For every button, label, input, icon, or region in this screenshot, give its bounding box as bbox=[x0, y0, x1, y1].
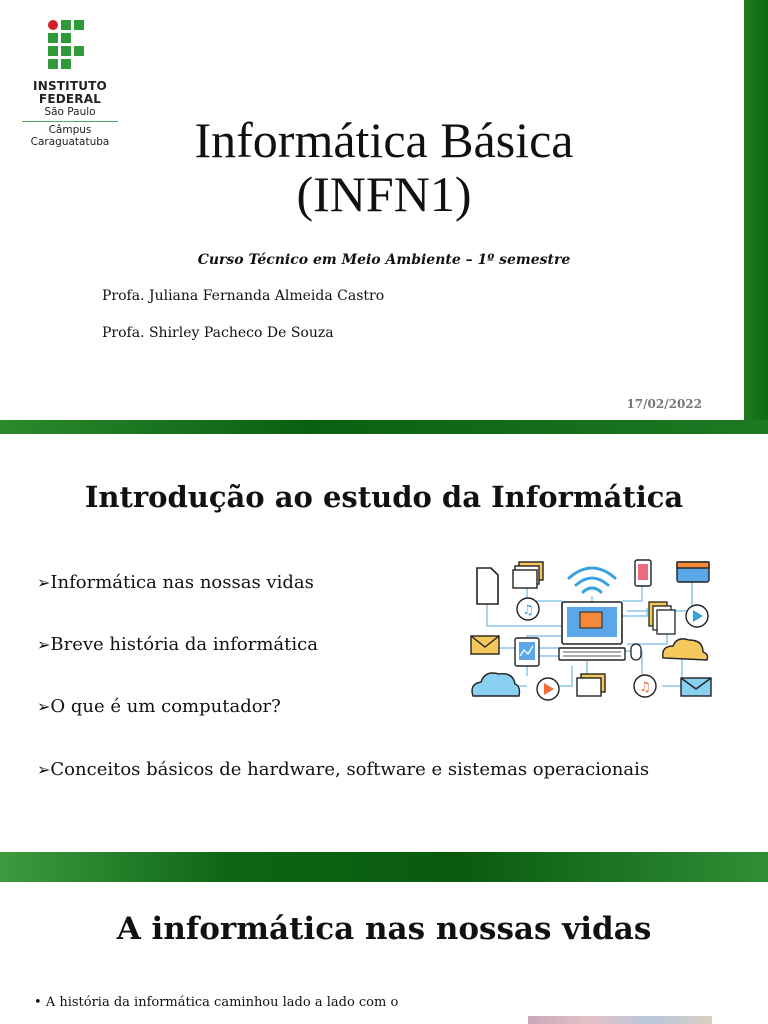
title-slide bbox=[0, 0, 768, 434]
course-subtitle: Curso Técnico em Meio Ambiente – 1º semestre bbox=[197, 252, 571, 268]
logo-institution-text: INSTITUTO bbox=[33, 79, 107, 93]
logo-campus-name: Caraguatatuba bbox=[30, 136, 110, 148]
professor-2: Profa. Shirley Pacheco De Souza bbox=[102, 325, 334, 341]
title-line-2: (INFN1) bbox=[296, 166, 472, 222]
list-item-text: Breve história da informática bbox=[50, 634, 318, 655]
cloud-icon bbox=[663, 639, 708, 660]
music-icon bbox=[517, 598, 539, 620]
computer-icon bbox=[559, 602, 625, 660]
folders-icon bbox=[513, 562, 543, 588]
mouse-icon bbox=[631, 644, 641, 660]
slide-title: Introdução ao estudo da Informática bbox=[84, 480, 684, 514]
music-icon bbox=[634, 675, 656, 697]
arrow-bullet-icon: ➢ bbox=[37, 697, 51, 716]
folder-icon bbox=[677, 562, 709, 582]
slide-title: A informática nas nossas vidas bbox=[116, 911, 652, 947]
list-item bbox=[37, 634, 318, 655]
files-icon bbox=[649, 602, 675, 634]
arrow-bullet-icon: ➢ bbox=[37, 573, 51, 592]
list-item bbox=[37, 696, 281, 717]
arrow-bullet-icon: ➢ bbox=[37, 760, 51, 779]
cloud-icon bbox=[472, 673, 520, 696]
bullet-text: A história da informática caminhou lado a lado com o bbox=[45, 995, 399, 1010]
wifi-icon bbox=[569, 568, 615, 592]
list-item-text: Informática nas nossas vidas bbox=[50, 572, 314, 593]
page-title bbox=[0, 113, 768, 221]
title-line-1: Informática Básica bbox=[194, 112, 574, 168]
list-item bbox=[37, 759, 649, 780]
mail-icon bbox=[681, 678, 711, 696]
list-item bbox=[37, 572, 314, 593]
play-icon bbox=[537, 678, 559, 700]
content-slide bbox=[0, 882, 768, 1024]
mail-icon bbox=[471, 636, 499, 654]
green-bottom-bar bbox=[0, 420, 768, 434]
technology-network-illustration bbox=[467, 556, 717, 716]
svg-text:♫: ♫ bbox=[639, 680, 651, 695]
professor-1: Profa. Juliana Fernanda Almeida Castro bbox=[102, 288, 385, 304]
bullet-paragraph: • A história da informática caminhou lado a lado com o bbox=[34, 995, 399, 1010]
list-item-text: Conceitos básicos de hardware, software e sistemas operacionais bbox=[50, 759, 650, 780]
svg-text:♫: ♫ bbox=[522, 603, 534, 618]
document-icon bbox=[477, 568, 498, 604]
tablet-icon bbox=[515, 638, 539, 666]
logo-federal-text: FEDERAL bbox=[38, 92, 102, 106]
folders-icon bbox=[577, 674, 605, 696]
photo-image bbox=[528, 1016, 712, 1024]
date-label: 17/02/2022 bbox=[626, 397, 702, 411]
logo-campus-label: Câmpus bbox=[48, 124, 92, 136]
play-icon bbox=[686, 605, 708, 627]
arrow-bullet-icon: ➢ bbox=[37, 635, 51, 654]
logo-city-text: São Paulo bbox=[44, 106, 96, 118]
list-item-text: O que é um computador? bbox=[50, 696, 281, 717]
smartphone-icon bbox=[635, 560, 651, 586]
intro-slide bbox=[0, 434, 768, 852]
green-divider-band bbox=[0, 852, 768, 882]
